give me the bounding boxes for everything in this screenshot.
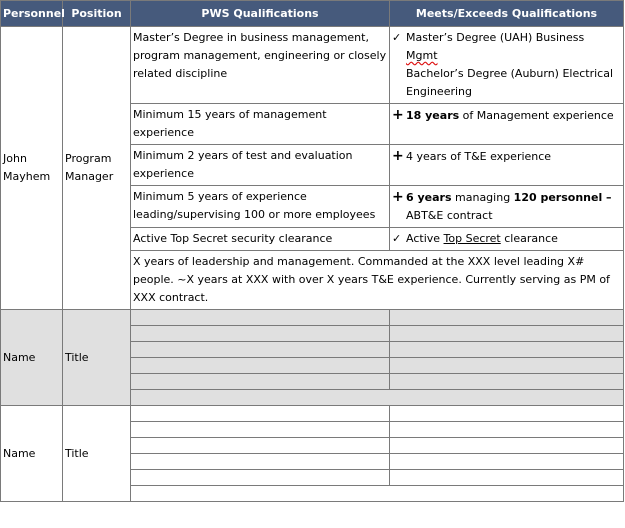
meets-qualification: [390, 342, 624, 358]
experience-summary: [131, 390, 624, 406]
personnel-name: Name: [1, 406, 63, 502]
pws-qualification: [131, 358, 390, 374]
header-meets: Meets/Exceeds Qualifications: [390, 1, 624, 27]
table-row: [1, 406, 624, 422]
pws-qualification: Minimum 15 years of management experience: [131, 104, 390, 145]
personnel-name: Name: [1, 310, 63, 406]
check-icon: ✓: [392, 31, 402, 44]
meets-qualification: [390, 326, 624, 342]
pws-qualification: [131, 438, 390, 454]
table-row: [1, 27, 624, 104]
personnel-position: Title: [63, 310, 131, 406]
pws-qualification: [131, 342, 390, 358]
pws-qualification: Active Top Secret security clearance: [131, 228, 390, 251]
pws-qualification: [131, 310, 390, 326]
pws-qualification: [131, 374, 390, 390]
personnel-position: Title: [63, 406, 131, 502]
pws-qualification: [131, 326, 390, 342]
experience-summary: X years of leadership and management. Commanded at the XXX level leading X# people. ~X years at XXX with over X years T&E experience. Currently serving as PM of XXX contract.: [131, 251, 624, 310]
check-icon: ✓: [392, 232, 402, 245]
meets-qualification: [390, 422, 624, 438]
personnel-position: Program Manager: [63, 27, 131, 310]
table-row: [1, 310, 624, 326]
pws-qualification: [131, 470, 390, 486]
experience-summary: [131, 486, 624, 502]
pws-qualification: Master’s Degree in business management, program management, engineering or closely related discipline: [131, 27, 390, 104]
header-position: Position: [63, 1, 131, 27]
pws-qualification: [131, 422, 390, 438]
plus-icon: +: [392, 189, 404, 205]
meets-qualification: ✓ Master’s Degree (UAH) Business Mgmt Bachelor’s Degree (Auburn) Electrical Engineering: [390, 27, 624, 104]
meets-qualification: ✓ Active Top Secret clearance: [390, 228, 624, 251]
pws-qualification: Minimum 5 years of experience leading/supervising 100 or more employees: [131, 186, 390, 228]
meets-qualification: + 4 years of T&E experience: [390, 145, 624, 186]
meets-qualification: + 6 years managing 120 personnel – ABT&E contract: [390, 186, 624, 228]
plus-icon: +: [392, 148, 404, 164]
meets-qualification: [390, 374, 624, 390]
meets-qualification: + 18 years of Management experience: [390, 104, 624, 145]
header-personnel: Personnel: [1, 1, 63, 27]
meets-qualification: [390, 310, 624, 326]
header-pws: PWS Qualifications: [131, 1, 390, 27]
pws-qualification: [131, 406, 390, 422]
personnel-name: John Mayhem: [1, 27, 63, 310]
pws-qualification: Minimum 2 years of test and evaluation experience: [131, 145, 390, 186]
meets-qualification: [390, 406, 624, 422]
pws-qualification: [131, 454, 390, 470]
meets-qualification: [390, 454, 624, 470]
header-row: [1, 1, 624, 27]
meets-qualification: [390, 438, 624, 454]
meets-qualification: [390, 358, 624, 374]
plus-icon: +: [392, 107, 404, 123]
meets-qualification: [390, 470, 624, 486]
